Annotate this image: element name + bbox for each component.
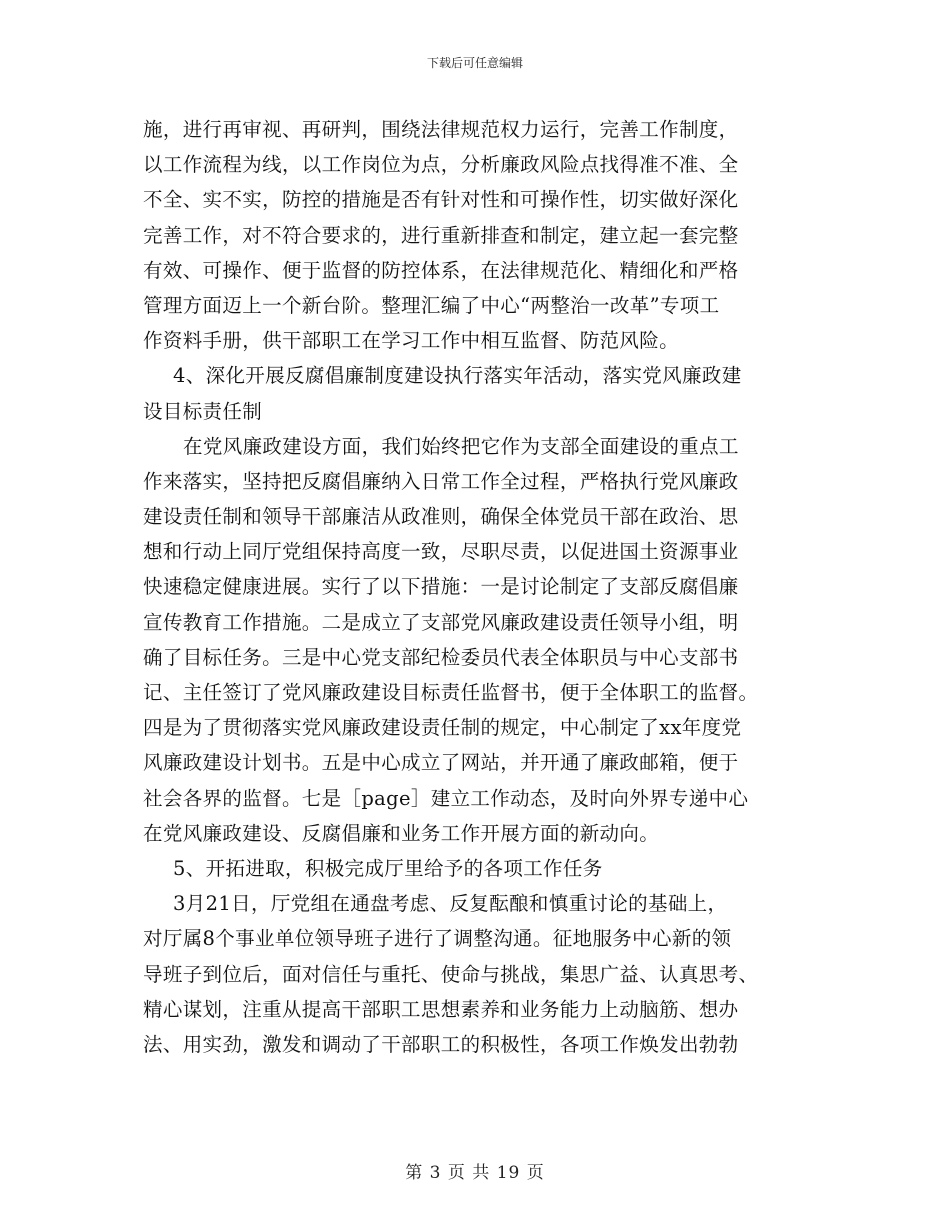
text-line: 管理方面迈上一个新台阶。整理汇编了中心“两整治一改革”专项工 xyxy=(143,293,720,317)
text-line: 风廉政建设计划书。五是中心成立了网站，并开通了廉政邮箱，便于 xyxy=(143,751,739,775)
text-line: 宣传教育工作措施。二是成立了支部党风廉政建设责任领导小组，明 xyxy=(143,610,739,634)
paragraph-start: 3月21日，厅党组在通盘考虑、反复酝酿和慎重讨论的基础上， xyxy=(173,892,728,916)
text-line: 建设责任制和领导干部廉洁从政准则，确保全体党员干部在政治、思 xyxy=(143,505,739,529)
page-header: 下载后可任意编辑 xyxy=(426,56,523,70)
paragraph-start: 在党风廉政建设方面，我们始终把它作为支部全面建设的重点工 xyxy=(183,434,739,458)
text-line: 导班子到位后，面对信任与重托、使命与挑战，集思广益、认真思考、 xyxy=(143,962,759,986)
text-line: 有效、可操作、便于监督的防控体系，在法律规范化、精细化和严格 xyxy=(143,258,739,282)
text-line: 以工作流程为线，以工作岗位为点，分析廉政风险点找得准不准、全 xyxy=(143,153,739,177)
text-line: 四是为了贯彻落实党风廉政建设责任制的规定，中心制定了xx年度党 xyxy=(143,716,742,740)
text-line: 想和行动上同厅党组保持高度一致，尽职尽责，以促进国土资源事业 xyxy=(143,540,739,564)
text-line: 记、主任签订了党风廉政建设目标责任监督书，便于全体职工的监督。 xyxy=(143,681,759,704)
body-text xyxy=(143,112,807,1062)
text-line: 作资料手册，供干部职工在学习工作中相互监督、防范风险。 xyxy=(143,329,679,353)
page-number-footer: 第 3 页 共 19 页 xyxy=(405,1163,545,1183)
text-line: 社会各界的监督。七是［page］建立工作动态，及时向外界专递中心 xyxy=(143,786,749,810)
text-line: 法、用实劲，激发和调动了干部职工的积极性，各项工作焕发出勃勃 xyxy=(143,1032,739,1056)
text-line: 确了目标任务。三是中心党支部纪检委员代表全体职员与中心支部书 xyxy=(143,645,739,669)
text-line: 对厅属8个事业单位领导班子进行了调整沟通。征地服务中心新的领 xyxy=(143,927,732,951)
text-line: 施，进行再审视、再研判，围绕法律规范权力运行，完善工作制度， xyxy=(143,118,739,141)
text-line: 在党风廉政建设、反腐倡廉和业务工作开展方面的新动向。 xyxy=(143,821,660,845)
section-heading-5: 5、开拓进取，积极完成厅里给予的各项工作任务 xyxy=(173,856,603,880)
text-line: 精心谋划，注重从提高干部职工思想素养和业务能力上动脑筋、想办 xyxy=(143,997,739,1021)
text-line: 快速稳定健康进展。实行了以下措施：一是讨论制定了支部反腐倡廉 xyxy=(143,575,739,599)
text-line: 作来落实，坚持把反腐倡廉纳入日常工作全过程，严格执行党风廉政 xyxy=(143,469,739,493)
section-heading-4-cont: 设目标责任制 xyxy=(143,399,263,423)
text-line: 完善工作，对不符合要求的，进行重新排查和制定，建立起一套完整 xyxy=(143,223,739,247)
text-line: 不全、实不实，防控的措施是否有针对性和可操作性，切实做好深化 xyxy=(143,188,739,212)
section-heading-4: 4、深化开展反腐倡廉制度建设执行落实年活动，落实党风廉政建 xyxy=(173,364,742,388)
